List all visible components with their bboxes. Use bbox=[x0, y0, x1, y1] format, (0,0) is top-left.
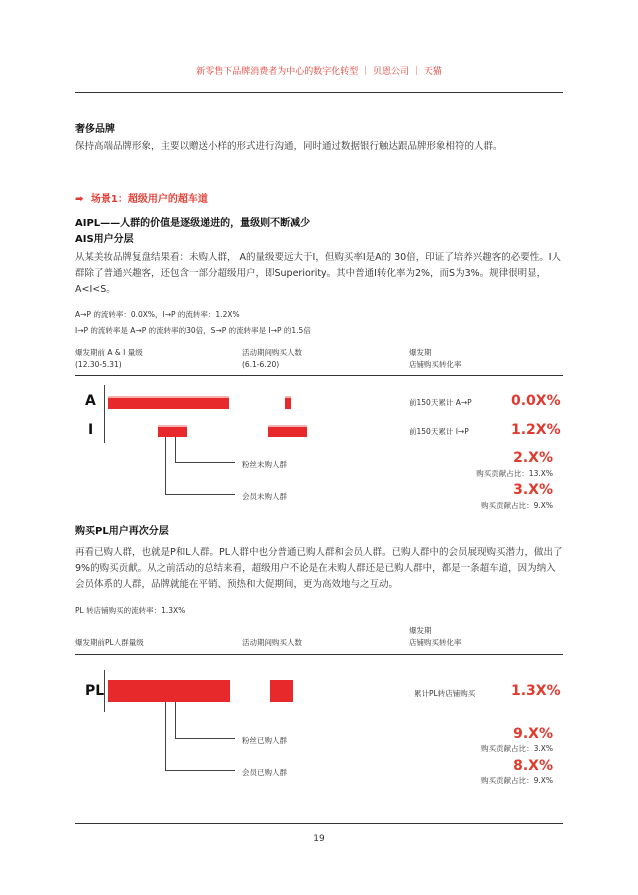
connector-fans-vertical bbox=[175, 437, 176, 463]
bar-pre-i bbox=[158, 425, 187, 437]
chart1-col3-header bbox=[409, 347, 462, 371]
member-unpurchased-share: 购买贡献占比：9.X% bbox=[481, 501, 553, 510]
col1-line2: (12.30-5.31) bbox=[75, 360, 122, 369]
fans-purchased-value: 9.X% bbox=[513, 726, 553, 742]
fans-purchased-share: 购买贡献占比：3.X% bbox=[481, 744, 553, 753]
aipl-rate-line-2: I→P 的流转率是 A→P 的流转率的30倍，S→P 的流转率是 I→P 的1.5倍 bbox=[75, 326, 311, 335]
connector-pl-fans-horizontal bbox=[175, 738, 235, 739]
connector-member-horizontal bbox=[165, 494, 235, 495]
fans-unpurchased-label: 粉丝未购人群 bbox=[242, 460, 287, 469]
col3-line2: 店铺购买转化率 bbox=[409, 360, 462, 369]
i-to-p-desc: 前150天累计 I→P bbox=[409, 427, 469, 436]
connector-fans-horizontal bbox=[175, 462, 235, 463]
member-purchased-label: 会员已购人群 bbox=[242, 768, 287, 777]
aipl-rate-line-1: A→P 的流转率：0.0X%，I→P 的流转率：1.2X% bbox=[75, 310, 240, 319]
fans-purchased-label: 粉丝已购人群 bbox=[242, 736, 287, 745]
connector-pl-member-horizontal bbox=[165, 770, 235, 771]
connector-pl-member-vertical bbox=[165, 702, 166, 771]
chart2-top-rule bbox=[75, 654, 563, 655]
member-purchased-value: 8.X% bbox=[513, 758, 553, 774]
header-rule bbox=[75, 92, 563, 93]
chart1-col1-header bbox=[75, 347, 143, 371]
pl-value: 1.3X% bbox=[511, 683, 561, 699]
scene-title-text: 场景1：超级用户的超车道 bbox=[90, 194, 208, 205]
pl-rate: PL 转店铺购买的流转率：1.3X% bbox=[75, 606, 186, 615]
chart1-col2-header bbox=[242, 347, 302, 371]
member-purchased-share: 购买贡献占比：9.X% bbox=[481, 776, 553, 785]
member-unpurchased-label: 会员未购人群 bbox=[242, 492, 287, 501]
col1-line1: 爆发期前 A & I 量级 bbox=[75, 348, 143, 357]
chart2-col3-line2: 店铺购买转化率 bbox=[409, 638, 462, 647]
aipl-title: AIPL——人群的价值是逐级递进的，量级则不断减少 bbox=[75, 218, 311, 229]
chart1-top-rule bbox=[75, 375, 563, 376]
aipl-paragraph: 从某美妆品牌复盘结果看：未购人群， A的量级要远大于I，但购买率I是A的 30倍，印证了培养兴趣客的必要性。I人群除了普通兴趣客，还包含一部分超级用户，即Superiority。其中普通I转化率为2%，而S为3%。规律很明显，A<I<S。 bbox=[75, 252, 562, 295]
row-label-pl: PL bbox=[85, 683, 105, 699]
ais-title: AIS用户分层 bbox=[75, 234, 134, 245]
connector-pl-fans-vertical bbox=[175, 702, 176, 739]
fans-unpurchased-share: 购买贡献占比：13.X% bbox=[476, 469, 553, 478]
chart2-axis bbox=[104, 670, 105, 712]
a-to-p-value: 0.0X% bbox=[511, 393, 561, 409]
member-unpurchased-value: 3.X% bbox=[513, 482, 553, 498]
page-number: 19 bbox=[313, 834, 325, 844]
chart1-axis bbox=[104, 385, 105, 443]
col3-line1: 爆发期 bbox=[409, 348, 432, 357]
bar-pre-pl bbox=[108, 680, 230, 702]
chart2-col1-header: 爆发期前PL人群量级 bbox=[75, 638, 144, 647]
pl-paragraph: 再看已购人群，也就是P和L人群。PL人群中也分普通已购人群和会员人群。已购人群中的会员展现购买潜力，做出了9%的购买贡献。从之前活动的总结来看，超级用户不论是在未购人群还是已购人群中，都是一条超车道，因为纳入会员体系的人群，品牌就能在平销、预热和大促期间，更为高效地与之互动。 bbox=[75, 547, 563, 590]
chart2-col3-header bbox=[409, 625, 462, 649]
row-label-i: I bbox=[88, 422, 94, 438]
arrow-right-icon: ➡ bbox=[75, 194, 84, 205]
pl-desc: 累计PL转店铺购买 bbox=[414, 689, 476, 698]
col2-line2: (6.1-6.20) bbox=[242, 360, 280, 369]
scene-title bbox=[75, 190, 208, 205]
bar-act-pl bbox=[270, 680, 293, 702]
i-to-p-value: 1.2X% bbox=[511, 422, 561, 438]
page-header: 新零售下品牌消费者为中心的数字化转型 ｜ 贝恩公司 ｜ 天猫 bbox=[196, 67, 442, 77]
bar-act-i bbox=[268, 425, 307, 437]
luxury-title: 奢侈品牌 bbox=[75, 124, 115, 135]
a-to-p-desc: 前150天累计 A→P bbox=[409, 398, 472, 407]
bar-act-a bbox=[285, 396, 291, 409]
pl-title: 购买PL用户再次分层 bbox=[75, 526, 169, 537]
chart2-col2-header: 活动期间购买人数 bbox=[242, 638, 302, 647]
chart2-col3-line1: 爆发期 bbox=[409, 626, 432, 635]
row-label-a: A bbox=[85, 393, 96, 409]
col2-line1: 活动期间购买人数 bbox=[242, 348, 302, 357]
connector-member-vertical bbox=[165, 437, 166, 495]
bar-pre-a bbox=[108, 396, 229, 409]
footer-rule bbox=[75, 823, 563, 824]
luxury-text: 保持高端品牌形象，主要以赠送小样的形式进行沟通，同时通过数据银行触达跟品牌形象相符的人群。 bbox=[75, 141, 503, 152]
fans-unpurchased-value: 2.X% bbox=[513, 450, 553, 466]
